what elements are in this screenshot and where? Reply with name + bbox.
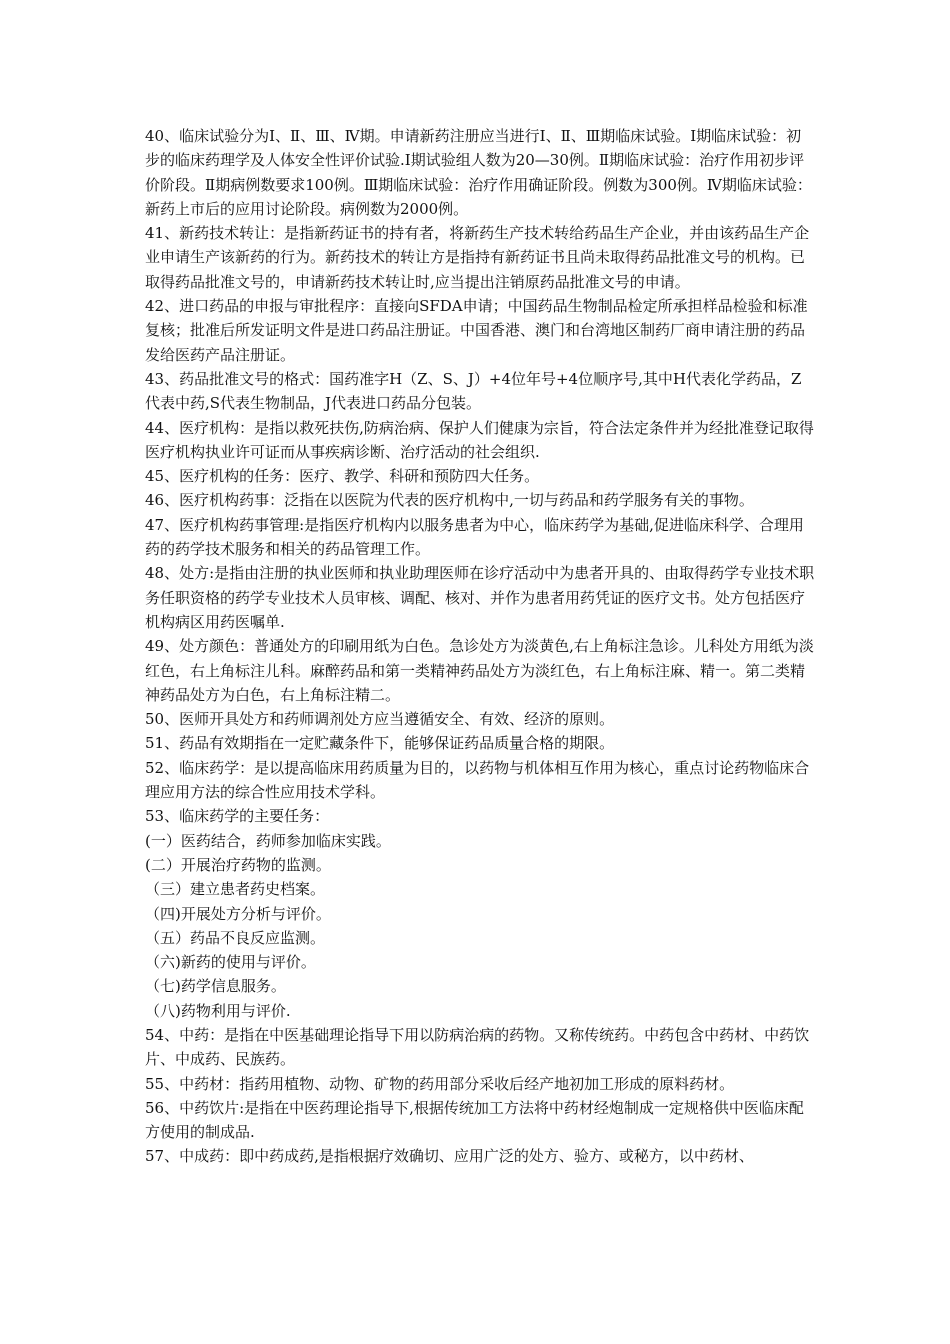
list-item-5: （五）药品不良反应监测。: [145, 928, 326, 947]
paragraph-51: 51、药品有效期指在一定贮藏条件下，能够保证药品质量合格的期限。: [145, 734, 615, 753]
paragraph-47: 47、医疗机构药事管理:是指医疗机构内以服务患者为中心，临床药学为基础,促进临床科学、合理用药的药学技术服务和相关的药品管理工作。: [145, 515, 804, 559]
list-item-6: （六)新药的使用与评价。: [145, 953, 316, 972]
paragraph-40: 40、临床试验分为Ⅰ、Ⅱ、Ⅲ、Ⅳ期。申请新药注册应当进行Ⅰ、Ⅱ、Ⅲ期临床试验。Ⅰ期临床试验：初步的临床药理学及人体安全性评价试验.Ⅰ期试验组人数为20—30例。Ⅱ期临床试验：治疗作用初步评价阶段。Ⅱ期病例数要求100例。Ⅲ期临床试验：治疗作用确证阶段。例数为300例。Ⅳ期临床试验：新药上市后的应用讨论阶段。病例数为2000例。: [145, 127, 812, 218]
list-item-4: （四)开展处方分析与评价。: [145, 904, 331, 923]
paragraph-42: 42、进口药品的申报与审批程序：直接向SFDA申请；中国药品生物制品检定所承担样品检验和标准复核；批准后所发证明文件是进口药品注册证。中国香港、澳门和台湾地区制药厂商申请注册的药品发给医药产品注册证。: [145, 297, 808, 364]
paragraph-43: 43、药品批准文号的格式：国药准字H（Z、S、J）+4位年号+4位顺序号,其中H代表化学药品，Z代表中药,S代表生物制品，J代表进口药品分包装。: [145, 369, 802, 413]
list-item-3: （三）建立患者药史档案。: [145, 880, 326, 899]
paragraph-54: 54、中药：是指在中医基础理论指导下用以防病治病的药物。又称传统药。中药包含中药材、中药饮片、中成药、民族药。: [145, 1025, 810, 1069]
paragraph-45: 45、医疗机构的任务：医疗、教学、科研和预防四大任务。: [145, 467, 540, 486]
paragraph-44: 44、医疗机构：是指以救死扶伤,防病治病、保护人们健康为宗旨，符合法定条件并为经批准登记取得医疗机构执业许可证而从事疾病诊断、治疗活动的社会组织.: [145, 418, 814, 461]
paragraph-55: 55、中药材：指药用植物、动物、矿物的药用部分采收后经产地初加工形成的原料药材。: [145, 1074, 735, 1093]
paragraph-57: 57、中成药：即中药成药,是指根据疗效确切、应用广泛的处方、验方、或秘方，以中药材、: [145, 1147, 754, 1166]
list-item-2: (二）开展治疗药物的监测。: [145, 855, 331, 874]
paragraph-49: 49、处方颜色：普通处方的印刷用纸为白色。急诊处方为淡黄色,右上角标注急诊。儿科处方用纸为淡红色，右上角标注儿科。麻醉药品和第一类精神药品处方为淡红色，右上角标注麻、精一。第二类精神药品处方为白色，右上角标注精二。: [145, 637, 814, 704]
document-body: [145, 124, 815, 1169]
list-item-8: （八)药物利用与评价.: [145, 1001, 291, 1020]
paragraph-53: 53、临床药学的主要任务：: [145, 807, 330, 826]
paragraph-48: 48、处方:是指由注册的执业医师和执业助理医师在诊疗活动中为患者开具的、由取得药学专业技术职务任职资格的药学专业技术人员审核、调配、核对、并作为患者用药凭证的医疗文书。处方包括医疗机构病区用药医嘱单.: [145, 564, 815, 631]
list-item-7: （七)药学信息服务。: [145, 977, 286, 996]
paragraph-52: 52、临床药学：是以提高临床用药质量为目的，以药物与机体相互作用为核心，重点讨论药物临床合理应用方法的综合性应用技术学科。: [145, 758, 810, 802]
list-item-1: (一）医药结合，药师参加临床实践。: [145, 831, 391, 850]
paragraph-41: 41、新药技术转让：是指新药证书的持有者，将新药生产技术转给药品生产企业，并由该药品生产企业申请生产该新药的行为。新药技术的转让方是指持有新药证书且尚未取得药品批准文号的机构。已取得药品批准文号的，申请新药技术转让时,应当提出注销原药品批准文号的申请。: [145, 224, 810, 291]
paragraph-56: 56、中药饮片:是指在中医药理论指导下,根据传统加工方法将中药材经炮制成一定规格供中医临床配方使用的制成品.: [145, 1098, 804, 1142]
paragraph-50: 50、医师开具处方和药师调剂处方应当遵循安全、有效、经济的原则。: [145, 710, 615, 729]
paragraph-46: 46、医疗机构药事：泛指在以医院为代表的医疗机构中,一切与药品和药学服务有关的事物。: [145, 491, 754, 510]
